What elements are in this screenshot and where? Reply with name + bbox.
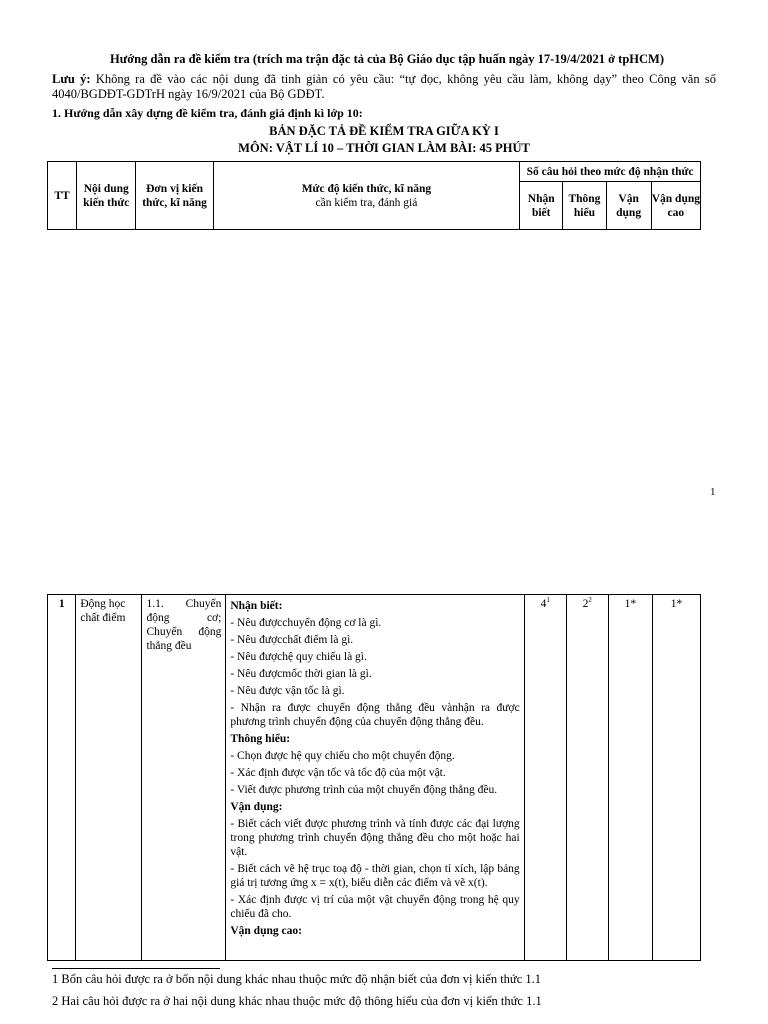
count-th-value: 2 bbox=[582, 598, 589, 610]
count-nb-value: 4 bbox=[540, 598, 547, 610]
nb-item: - Nêu được vận tốc là gì. bbox=[230, 685, 345, 697]
header-nhan-biet: Nhận biết bbox=[520, 182, 563, 230]
vd-item: - Biết cách vẽ hệ trục toạ độ - thời gian, chọn tỉ xích, lập bảng giá trị tương ứng x = x(t), biểu diễn các điểm và vẽ x(t). bbox=[230, 863, 520, 889]
footnote-1: 1 Bốn câu hỏi được ra ở bốn nội dung khác nhau thuộc mức độ nhận biết của đơn vị kiến thức 1.1 bbox=[52, 972, 542, 986]
spec-table-header bbox=[47, 161, 701, 230]
footnote-separator bbox=[52, 968, 220, 969]
vd-item: - Xác định được vị trí của một vật chuyển động trong hệ quy chiếu đã cho. bbox=[230, 894, 520, 920]
table-title: BẢN ĐẶC TẢ ĐỀ KIỂM TRA GIỮA KỲ I bbox=[269, 124, 499, 138]
nb-item: - Nêu đượcmốc thời gian là gì. bbox=[230, 668, 372, 680]
header-van-dung-cao: Vận dụng cao bbox=[651, 182, 700, 230]
header-unit: Đơn vị kiến thức, kĩ năng bbox=[136, 162, 213, 230]
header-van-dung: Vận dụng bbox=[606, 182, 651, 230]
footnote-2: 2 Hai câu hỏi được ra ở hai nội dung khác nhau thuộc mức độ thông hiểu của đơn vị kiến thức 1.1 bbox=[52, 994, 542, 1008]
count-nhan-biet bbox=[524, 595, 566, 961]
document-title: Hướng dẫn ra đề kiểm tra (trích ma trận đặc tả của Bộ Giáo dục tập huấn ngày 17-19/4/2021 ở tpHCM) bbox=[110, 52, 664, 66]
header-tt: TT bbox=[48, 162, 77, 230]
vdc-heading: Vận dụng cao: bbox=[230, 925, 302, 937]
row-content: Động học chất điểm bbox=[76, 595, 142, 961]
nb-heading: Nhận biết: bbox=[230, 600, 283, 612]
count-thong-hieu bbox=[566, 595, 608, 961]
th-item: - Chọn được hệ quy chiếu cho một chuyển động. bbox=[230, 750, 455, 762]
page-number: 1 bbox=[710, 486, 716, 498]
row-levels bbox=[226, 595, 524, 961]
header-content: Nội dung kiến thức bbox=[77, 162, 136, 230]
nb-item: - Nêu đượcchất điểm là gì. bbox=[230, 634, 354, 646]
header-group: Số câu hỏi theo mức độ nhận thức bbox=[520, 162, 701, 182]
header-level bbox=[213, 162, 519, 230]
vd-heading: Vận dụng: bbox=[230, 801, 283, 813]
spec-table-row bbox=[47, 594, 701, 961]
th-item: - Xác định được vận tốc và tốc độ của một vật. bbox=[230, 767, 446, 779]
footnote-ref-2[interactable]: 2 bbox=[588, 596, 592, 605]
header-level-line1: Mức độ kiến thức, kĩ năng bbox=[301, 182, 432, 195]
section-heading: 1. Hướng dẫn xây dựng đề kiểm tra, đánh giá định kì lớp 10: bbox=[52, 106, 363, 120]
header-thong-hieu: Thông hiểu bbox=[563, 182, 606, 230]
row-unit: 1.1. Chuyển động cơ; Chuyển động thẳng đều bbox=[142, 595, 226, 961]
note-paragraph bbox=[52, 72, 716, 102]
nb-item: - Nêu đượcchuyển động cơ là gì. bbox=[230, 617, 382, 629]
th-heading: Thông hiểu: bbox=[230, 733, 291, 745]
count-van-dung-cao: 1* bbox=[652, 595, 700, 961]
footnote-ref-1[interactable]: 1 bbox=[546, 596, 550, 605]
th-item: - Viết được phương trình của một chuyển động thẳng đều. bbox=[230, 784, 498, 796]
note-text: Không ra đề vào các nội dung đã tinh giản có yêu cầu: “tự đọc, không yêu cầu làm, không dạy” theo Công văn số 4040/BGDĐT-GDTrH ngày 16/9/2021 của Bộ GDĐT. bbox=[52, 72, 717, 101]
nb-item: - Nêu đượchệ quy chiếu là gì. bbox=[230, 651, 367, 663]
count-van-dung: 1* bbox=[608, 595, 652, 961]
note-label: Lưu ý: bbox=[52, 72, 91, 86]
vd-item: - Biết cách viết được phương trình và tính được các đại lượng trong phương trình chuyển động thẳng đều cho một hoặc hai vật. bbox=[230, 818, 520, 858]
header-level-line2: cần kiểm tra, đánh giá bbox=[315, 196, 418, 209]
subject-line: MÔN: VẬT LÍ 10 – THỜI GIAN LÀM BÀI: 45 PHÚT bbox=[238, 141, 530, 155]
nb-item: - Nhận ra được chuyển động thẳng đều vànhận ra được phương trình chuyển động của chuyển động thẳng đều. bbox=[230, 702, 520, 728]
row-tt: 1 bbox=[48, 595, 76, 961]
